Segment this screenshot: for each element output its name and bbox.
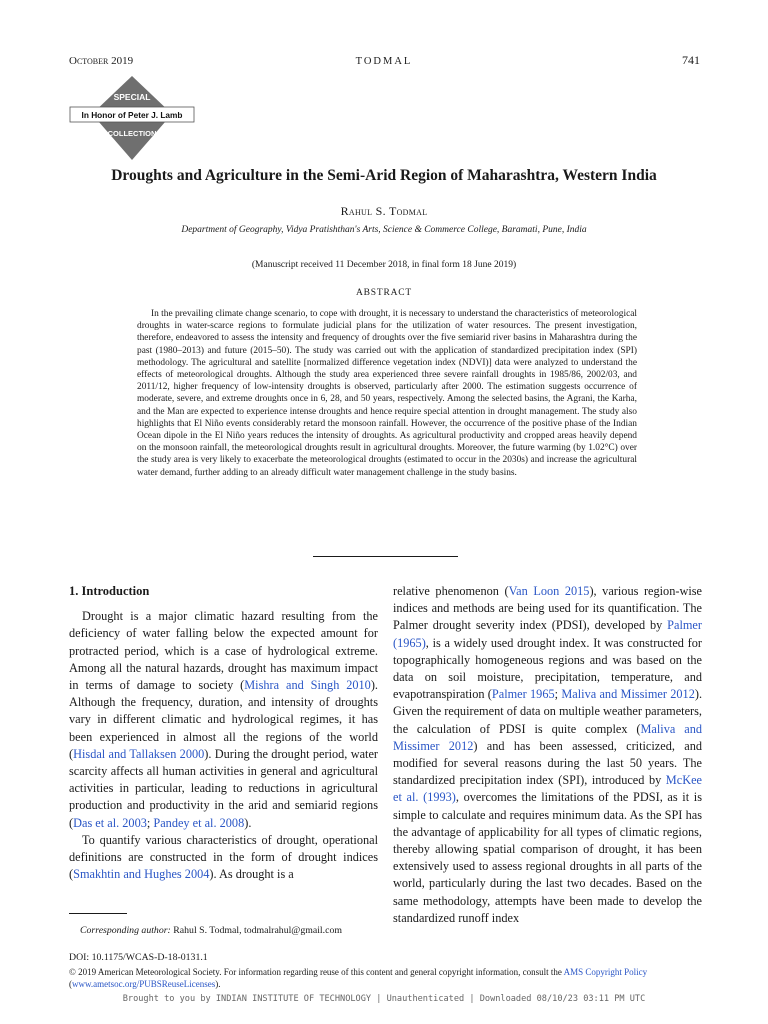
copyright-paren-close: ). bbox=[215, 978, 221, 989]
paragraph-text: ), various region-wise indices and methods are being used for its quantification. The Palmer drought severity index (PDSI), developed by bbox=[393, 584, 702, 633]
citation-link[interactable]: Maliva and Missimer 2012 bbox=[561, 687, 695, 702]
paragraph-text: ). Although the frequency, duration, and intensity of droughts vary in different climatic and hydrological regimes, it has been experienced in almost all the regions of the world ( bbox=[69, 678, 378, 761]
page-number: 741 bbox=[682, 53, 700, 67]
paragraph-text: ). Given the requirement of data on multiple weather parameters, the calculation of PDSI is quite complex ( bbox=[393, 687, 703, 736]
citation-link[interactable]: Maliva and Missimer 2012 bbox=[393, 721, 703, 753]
left-column bbox=[69, 583, 378, 883]
abstract-divider bbox=[313, 556, 458, 557]
citation-link[interactable]: Palmer 1965 bbox=[491, 687, 555, 702]
right-column bbox=[393, 583, 702, 927]
footnote-divider bbox=[69, 913, 127, 914]
citation-link[interactable]: McKee et al. (1993) bbox=[393, 773, 702, 805]
paragraph-text: ). bbox=[244, 815, 252, 830]
citation-link[interactable]: Van Loon 2015 bbox=[508, 584, 590, 598]
corresponding-author-note bbox=[80, 925, 342, 936]
paragraph-text: ). During the drought period, water scarcity affects all human activities in general and agricultural activities in particular, leading to reductions in agricultural production and productivity in the arid and semiarid regions ( bbox=[69, 746, 379, 830]
corresponding-author-value: Rahul S. Todmal, todmalrahul@gmail.com bbox=[173, 925, 342, 936]
article-author: Rahul S. Todmal bbox=[340, 204, 428, 218]
special-collection-badge bbox=[68, 76, 196, 160]
badge-middle-text: In Honor of Peter J. Lamb bbox=[81, 110, 183, 120]
citation-link[interactable]: Das et al. 2003 bbox=[73, 815, 147, 830]
citation-link[interactable]: Pandey et al. 2008 bbox=[153, 815, 245, 830]
copyright-text: © 2019 American Meteorological Society. For information regarding reuse of this content and general copyright information, consult the bbox=[69, 967, 564, 977]
paragraph-text: , overcomes the limitations of the PDSI, as it is simple to calculate and requires minimum data. As the SPI has the advantage of applicability for all types of climatic regions, thereby allowing spatial comparison of drought, it has been extensively used to assess regional droughts in all parts of the world, particularly during the last two decades. Based on the same methodology, attempts have been made to develop the standardized runoff index bbox=[393, 790, 702, 925]
citation-link[interactable]: Smakhtin and Hughes 2004 bbox=[73, 867, 210, 882]
copyright-paren-open: ( bbox=[69, 978, 72, 989]
abstract-heading: ABSTRACT bbox=[355, 288, 413, 298]
intro-paragraph-continued bbox=[393, 583, 702, 927]
paragraph-text: ; bbox=[554, 687, 562, 702]
paragraph-text: ). As drought is a bbox=[209, 867, 294, 882]
reuse-licenses-link[interactable]: www.ametsoc.org/PUBSReuseLicenses bbox=[72, 978, 216, 989]
citation-link[interactable]: Hisdal and Tallaksen 2000 bbox=[73, 746, 205, 761]
running-header-date: October 2019 bbox=[69, 55, 134, 67]
badge-bottom-text: COLLECTION bbox=[107, 129, 157, 138]
paragraph-text: Drought is a major climatic hazard resulting from the deficiency of water falling below the expected amount for protracted period, which is a case of hydrological extreme. Among all the natural hazards, drought has maximum impact in terms of damage to society ( bbox=[69, 609, 378, 693]
article-title: Droughts and Agriculture in the Semi-Arid Region of Maharashtra, Western India bbox=[111, 167, 657, 184]
download-watermark: Brought to you by INDIAN INSTITUTE OF TECHNOLOGY | Unauthenticated | Downloaded 08/10/23 03:11 PM UTC bbox=[122, 994, 646, 1004]
abstract-text: In the prevailing climate change scenario, to cope with drought, it is necessary to understand the characteristics of meteorological droughts in water-scarce regions to formulate judicial plans for the utilization of water resources. The present investigation, therefore, endeavored to assess the intensity and frequency of droughts over the five semiarid river basins in Maharashtra during the past (1980–2013) and future (2015–50). The study was carried out with the application of standardized precipitation index (SPI) methodology. The agricultural and satellite [normalized difference vegetation index (NDVI)] data were analyzed to understand the effects of meteorological droughts. Although the study area experienced three severe rainfall droughts in 1985/86, 2002/03, and 2011/12, higher frequency of low-intensity droughts is observed, particularly after 2000. The estimation suggests occurrence of moderate, severe, and extreme droughts once in 6, 28, and 50 years, respectively. Among the selected basins, the Agrani, the Karha, and the Man are expected to experience intense droughts and hence require special attention in drought management. The study also highlights that El Niño events considerably retard the monsoon rainfall. However, the occurrence of the positive phase of the Indian Ocean dipole in the El Niño years reduces the intensity of droughts. As agricultural productivity and cropped areas heavily depend on the monsoon rainfall, the meteorological droughts result in agricultural droughts. Moreover, the future warming (by 1.02°C) over the study area is very likely to exacerbate the meteorological droughts (estimated to occur in the 2030s) and increase the agricultural water demand, further adding to an already difficult water management challenge in the study basins. bbox=[137, 309, 637, 478]
paragraph-text: , is a widely used drought index. It was constructed for topographically homogeneous regions and was based on the data on soil moisture, precipitation, temperature, and evapotranspiration ( bbox=[393, 635, 702, 702]
corresponding-author-label: Corresponding author: bbox=[80, 925, 171, 936]
intro-paragraph-2 bbox=[69, 832, 378, 884]
badge-top-text: SPECIAL bbox=[113, 92, 151, 102]
copyright-notice bbox=[69, 967, 709, 990]
section-heading-introduction: 1. Introduction bbox=[69, 584, 150, 598]
intro-paragraph-1 bbox=[69, 608, 378, 832]
paragraph-text: ; bbox=[146, 815, 154, 830]
paragraph-text: relative phenomenon ( bbox=[393, 584, 509, 598]
paragraph-text: To quantify various characteristics of drought, operational definitions are constructed in the form of drought indices ( bbox=[69, 832, 378, 882]
citation-link[interactable]: Mishra and Singh 2010 bbox=[244, 678, 371, 693]
citation-link[interactable]: Palmer (1965) bbox=[393, 618, 702, 650]
manuscript-dates: (Manuscript received 11 December 2018, in final form 18 June 2019) bbox=[251, 260, 517, 270]
copyright-policy-link[interactable]: AMS Copyright Policy bbox=[563, 967, 648, 977]
paragraph-text: ) and has been assessed, criticized, and modified for several reasons during the last 50 years. The standardized precipitation index (SPI), introduced by bbox=[393, 738, 703, 788]
running-header-author: TODMAL bbox=[355, 56, 413, 67]
author-affiliation: Department of Geography, Vidya Pratishthan's Arts, Science & Commerce College, Baramati, Pune, India bbox=[181, 225, 587, 235]
doi: DOI: 10.1175/WCAS-D-18-0131.1 bbox=[69, 952, 208, 963]
